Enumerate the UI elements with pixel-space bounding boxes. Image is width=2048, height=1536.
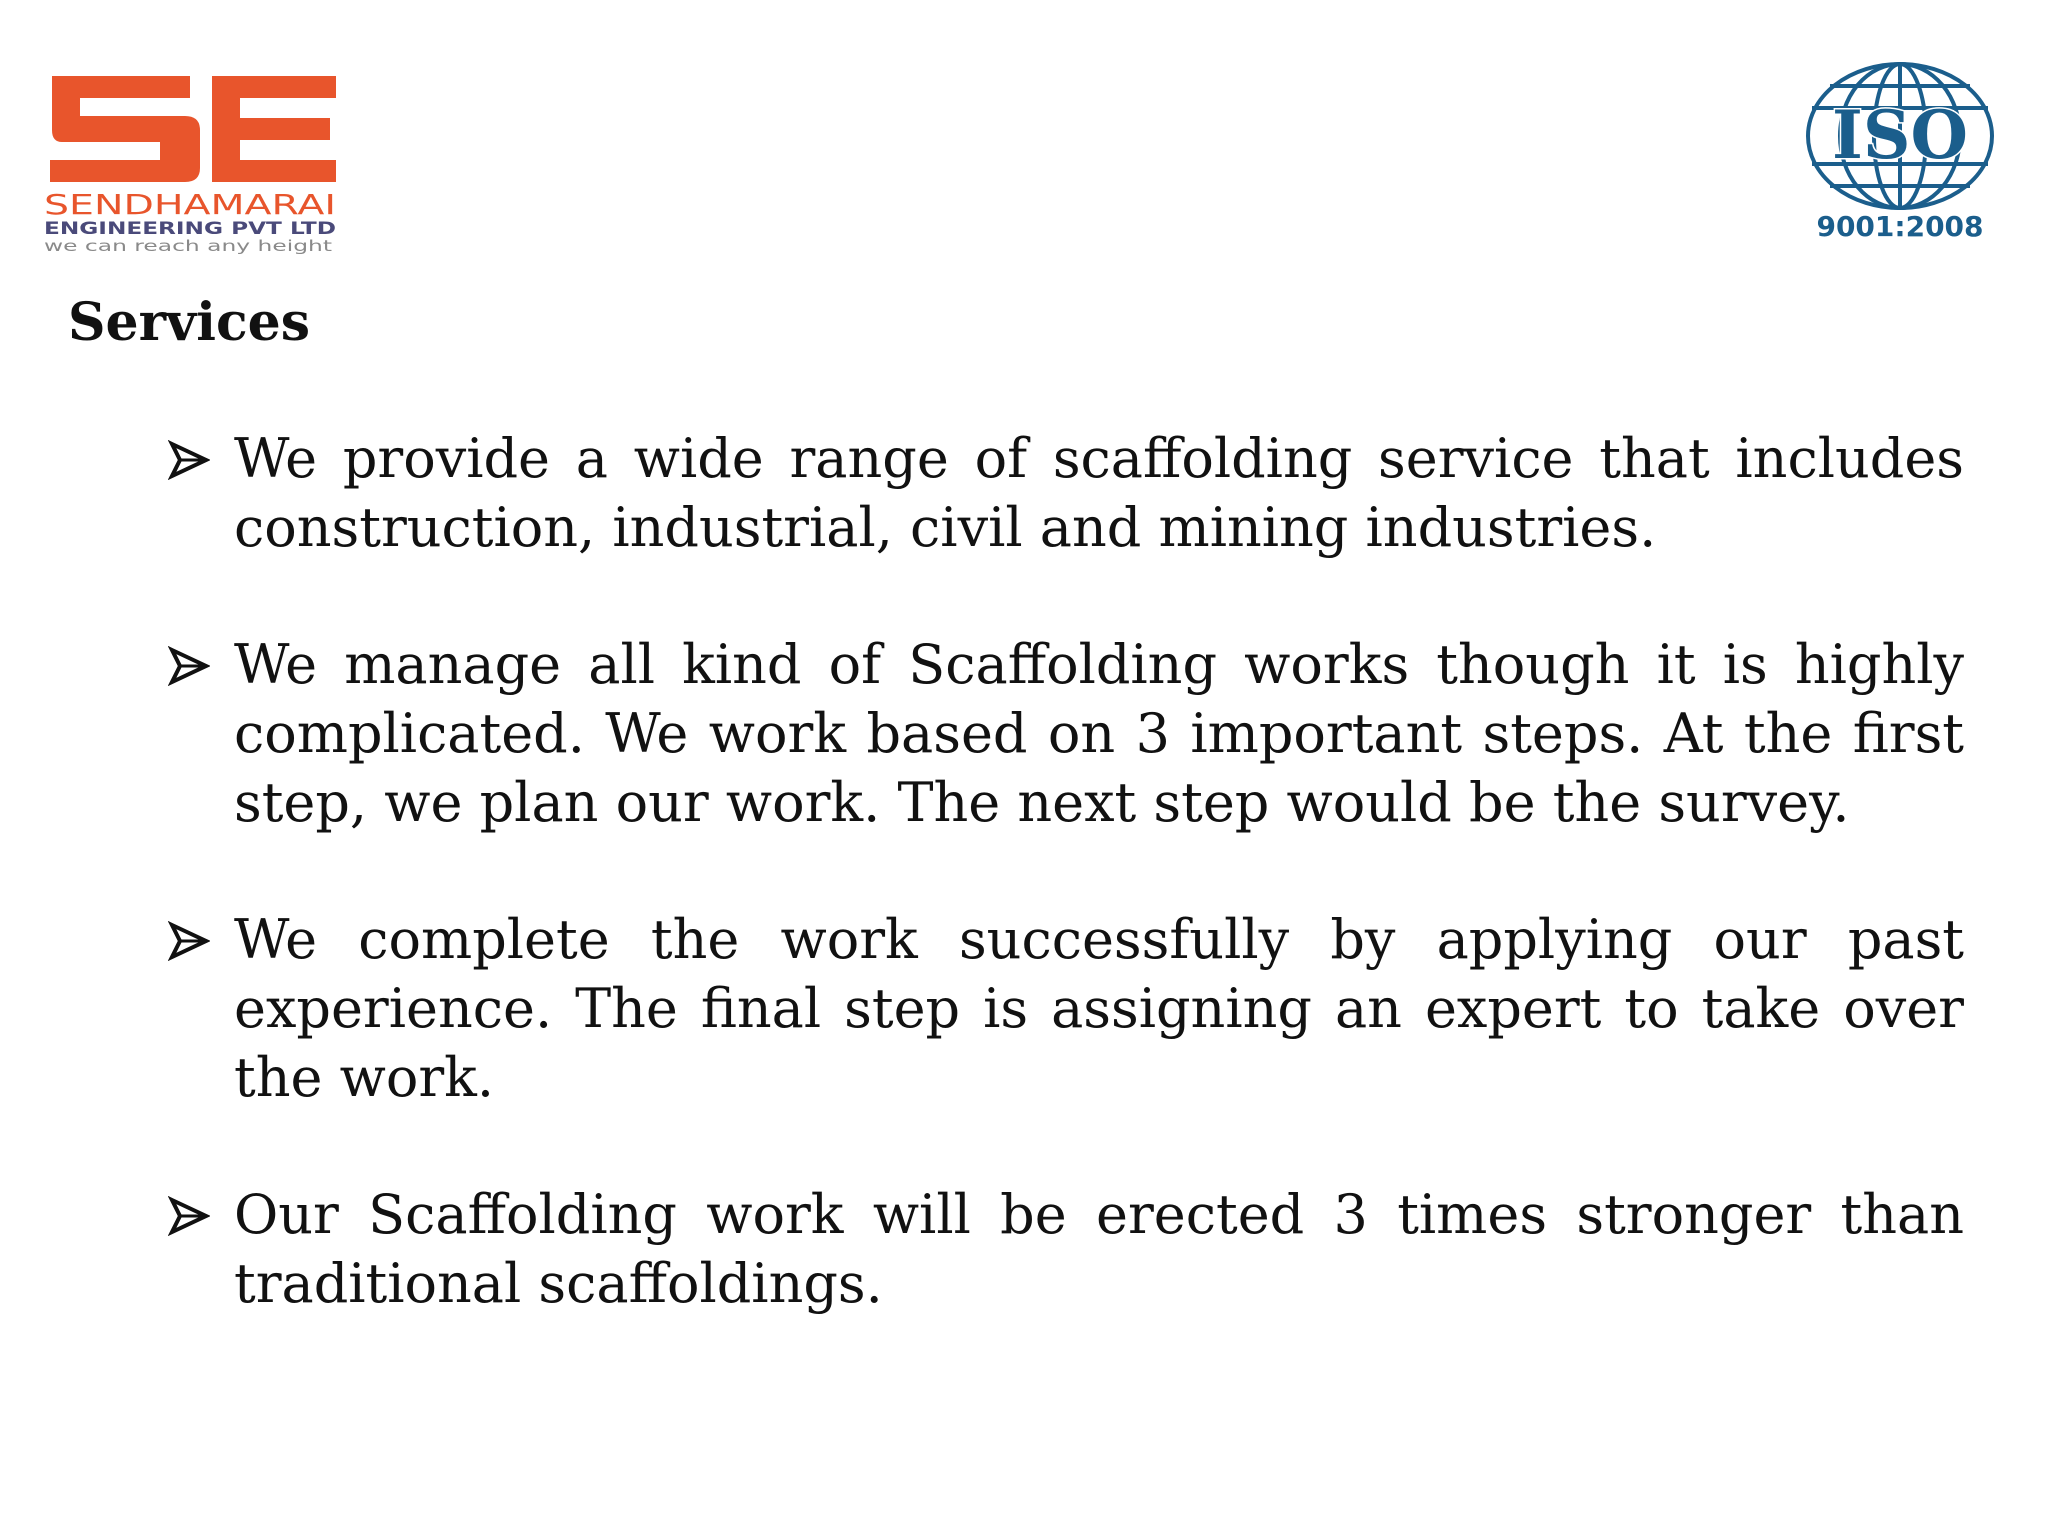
- bullet-text: We provide a wide range of scaffolding service that includes construction, industrial, civil and mining industries.: [234, 427, 1964, 559]
- se-monogram: [50, 76, 336, 182]
- arrow-bullet-icon: [168, 1196, 210, 1236]
- arrow-bullet-icon: [168, 440, 210, 480]
- iso-logo: [1790, 58, 2010, 248]
- company-name: SENDHAMARAI: [44, 188, 336, 221]
- iso-standard: 9001:2008: [1816, 210, 1984, 243]
- company-tagline: we can reach any height: [44, 237, 333, 255]
- page-title: Services: [68, 292, 311, 353]
- arrow-bullet-icon: [168, 646, 210, 686]
- bullet-text: We manage all kind of Scaffolding works though it is highly complicated. We work based on 3 important steps. At the first step, we plan our work. The next step would be the survey.: [234, 633, 1964, 834]
- company-subname: ENGINEERING PVT LTD: [44, 219, 336, 239]
- list-item: [168, 905, 1964, 1112]
- list-item: [168, 424, 1964, 562]
- company-logo: [40, 68, 340, 258]
- list-item: [168, 1180, 1964, 1318]
- list-item: [168, 630, 1964, 837]
- bullet-text: Our Scaffolding work will be erected 3 times stronger than traditional scaffoldings.: [234, 1183, 1964, 1315]
- iso-mark: ISO: [1831, 96, 1969, 174]
- arrow-bullet-icon: [168, 921, 210, 961]
- bullet-text: We complete the work successfully by applying our past experience. The final step is assigning an expert to take over the work.: [234, 908, 1964, 1109]
- services-list: [168, 424, 1964, 1386]
